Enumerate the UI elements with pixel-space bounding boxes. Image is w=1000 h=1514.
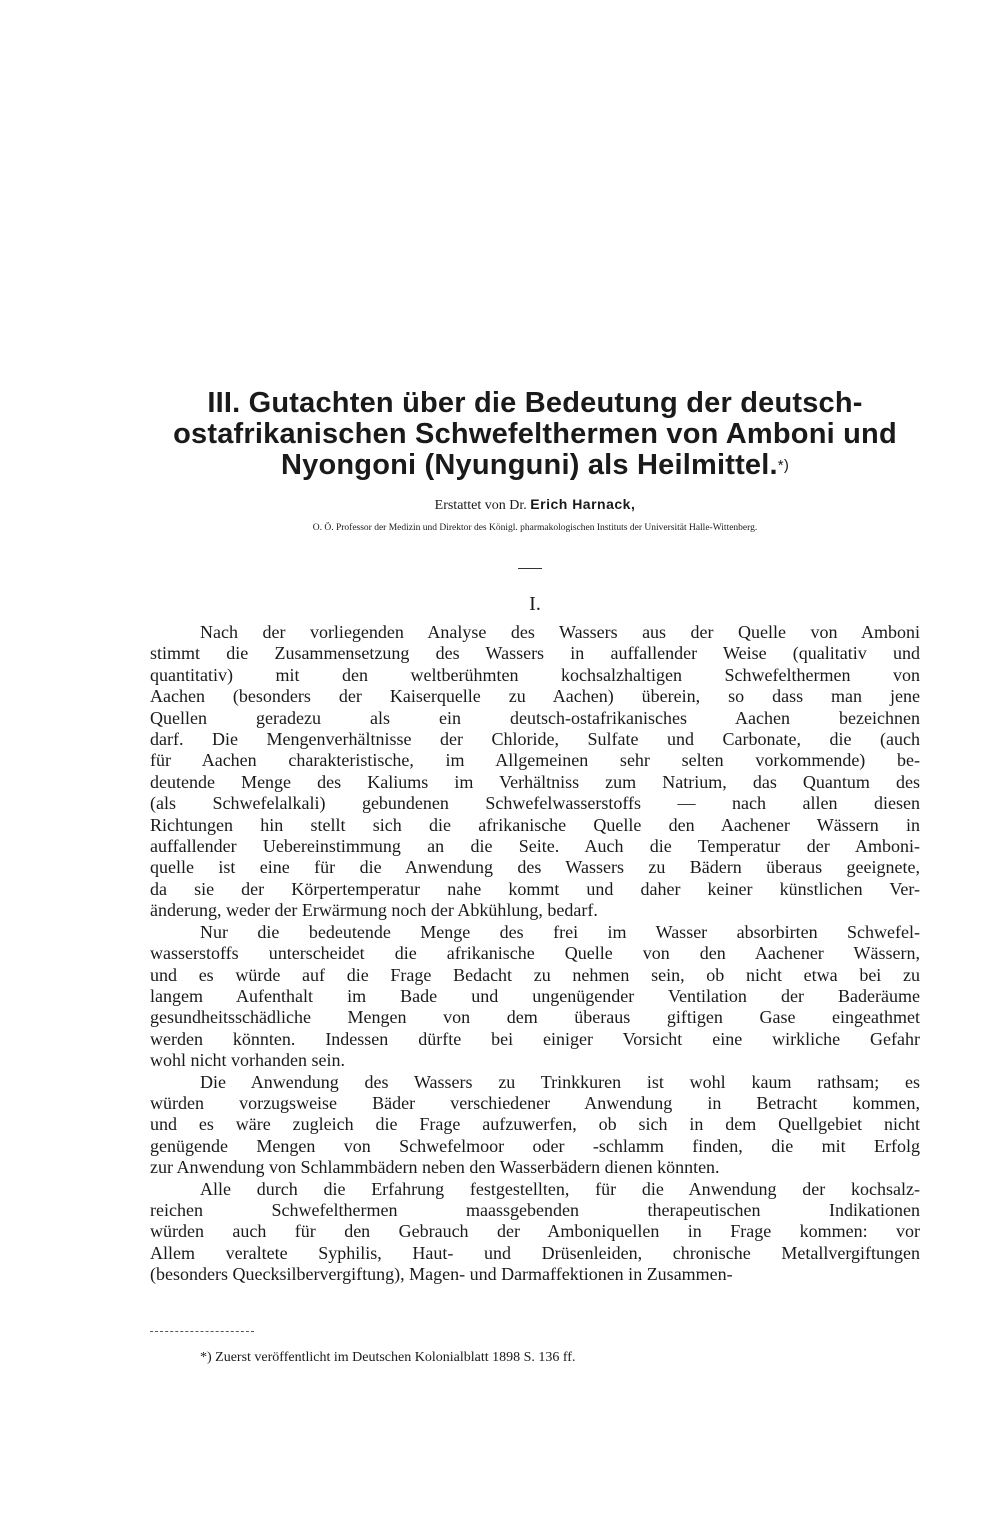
title-line: Nyongoni (Nyunguni) als Heilmittel. [280, 449, 778, 481]
text-line: und es wäre zugleich die Frage aufzuwerfen, ob sich in dem Quellgebiet nicht [150, 1114, 920, 1135]
text-line: quantitativ) mit den weltberühmten kochsalzhaltigen Schwefelthermen von [150, 664, 920, 685]
text-line: reichen Schwefelthermen maassgebenden therapeutischen Indikationen [150, 1199, 920, 1220]
title-line: III. Gutachten über die Bedeutung der deutsch- [207, 387, 863, 419]
text-line: (besonders Quecksilbervergiftung), Magen- und Darmaffektionen in Zusammen- [150, 1264, 733, 1285]
text-line: Aachen (besonders der Kaiserquelle zu Aachen) überein, so dass man jene [150, 686, 920, 707]
byline-prefix: Erstattet von Dr. [434, 498, 527, 513]
text-line: Nach der vorliegenden Analyse des Wassers aus der Quelle von Amboni [200, 622, 920, 642]
author-name: Erich Harnack, [530, 496, 636, 512]
text-line: deutende Menge des Kaliums im Verhältniss zum Natrium, das Quantum des [150, 771, 920, 792]
text-line: werden könnten. Indessen dürfte bei einiger Vorsicht eine wirkliche Gefahr [150, 1028, 920, 1049]
text-line: Allem veraltete Syphilis, Haut- und Drüsenleiden, chronische Metallvergiftungen [150, 1242, 920, 1263]
text-line: stimmt die Zusammensetzung des Wassers in auffallender Weise (qualitativ und [150, 643, 920, 664]
text-line: zur Anwendung von Schlammbädern neben den Wasserbädern dienen könnten. [150, 1157, 720, 1178]
byline [150, 495, 920, 515]
title-footnote-mark: *) [777, 457, 790, 474]
footnote: *) Zuerst veröffentlicht im Deutschen Kolonialblatt 1898 S. 136 ff. [200, 1350, 576, 1365]
text-line: Richtungen hin stellt sich die afrikanische Quelle den Aachener Wässern in [150, 814, 920, 835]
paragraph [150, 1179, 920, 1286]
text-line: (als Schwefelalkali) gebundenen Schwefelwasserstoffs — nach allen diesen [150, 793, 920, 814]
text-line: würden vorzugsweise Bäder verschiedener Anwendung in Betracht kommen, [150, 1092, 920, 1113]
text-line: darf. Die Mengenverhältnisse der Chloride, Sulfate und Carbonate, die (auch [150, 729, 920, 750]
text-line: gesundheitsschädliche Mengen von dem überaus giftigen Gase eingeathmet [150, 1007, 920, 1028]
text-line: genügende Mengen von Schwefelmoor oder -schlamm finden, die mit Erfolg [150, 1135, 920, 1156]
paragraph [150, 622, 920, 922]
text-line: Quellen geradezu als ein deutsch-ostafrikanisches Aachen bezeichnen [150, 707, 920, 728]
text-line: Die Anwendung des Wassers zu Trinkkuren ist wohl kaum rathsam; es [200, 1071, 920, 1092]
title-line: ostafrikanischen Schwefelthermen von Amboni und [173, 418, 897, 450]
text-line: und es würde auf die Frage Bedacht zu nehmen sein, ob nicht etwa bei zu [150, 964, 920, 985]
text-line: quelle ist eine für die Anwendung des Wassers zu Bädern überaus geeignete, [150, 857, 920, 878]
section-divider [518, 568, 542, 569]
section-number: I. [529, 593, 541, 615]
title-line-last [150, 450, 920, 481]
text-line: da sie der Körpertemperatur nahe kommt und daher keiner künstlichen Ver- [150, 878, 920, 899]
text-line: für Aachen charakteristische, im Allgemeinen sehr selten vorkommende) be- [150, 750, 920, 771]
text-line: würden auch für den Gebrauch der Amboniquellen in Frage kommen: vor [150, 1221, 920, 1242]
text-line: wasserstoffs unterscheidet die afrikanische Quelle von den Aachener Wässern, [150, 943, 920, 964]
paragraph [150, 1072, 920, 1179]
paragraph [150, 922, 920, 1072]
text-line: Nur die bedeutende Menge des frei im Wasser absorbirten Schwefel- [200, 921, 920, 942]
text-line: wohl nicht vorhanden sein. [150, 1050, 345, 1071]
author-affiliation: O. Ö. Professor der Medizin und Direktor des Königl. pharmakologischen Instituts der Universität Halle-Wittenberg. [312, 523, 758, 533]
footnote-divider [150, 1331, 254, 1332]
text-line: Alle durch die Erfahrung festgestellten, für die Anwendung der kochsalz- [200, 1178, 920, 1199]
article-title [150, 388, 920, 481]
text-line: langem Aufenthalt im Bade und ungenügender Ventilation der Baderäume [150, 985, 920, 1006]
body-text [150, 622, 920, 1286]
text-line: änderung, weder der Erwärmung noch der Abkühlung, bedarf. [150, 900, 598, 921]
text-line: auffallender Uebereinstimmung an die Seite. Auch die Temperatur der Amboni- [150, 836, 920, 857]
